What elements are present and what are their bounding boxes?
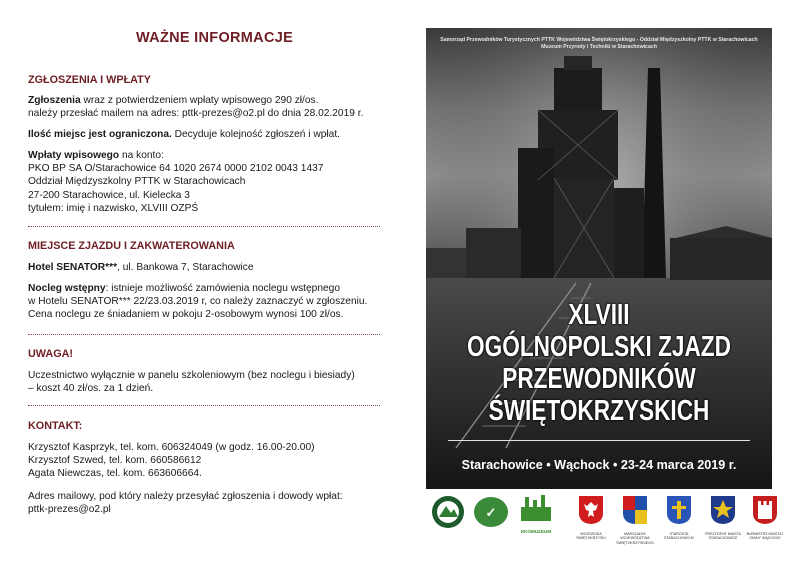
poster-place-date: Starachowice • Wąchock • 23-24 marca 2019 r. [461, 458, 737, 472]
text: Adres mailowy, pod który należy przesyłać zgłoszenia i dowody wpłat: [28, 491, 343, 502]
divider [28, 405, 380, 406]
event-poster [426, 28, 772, 489]
ekomuzeum-logo-icon [517, 495, 555, 523]
logo-voivode [570, 495, 612, 541]
text-line: w Hotelu SENATOR*** 22/23.03.2019 r, co należy zaznaczyć w zgłoszeniu. [28, 296, 368, 308]
page-title: WAŻNE INFORMACJE [136, 30, 294, 46]
email-paragraph [28, 490, 343, 516]
organizer-line: Samorząd Przewodników Turystycznych PTTK Województwa Świętokrzyskiego - Oddział Międzyszkolny PTTK w Starachowicach [440, 37, 758, 43]
poster-title-line: OGÓLNOPOLSKI ZJAZD [467, 331, 731, 363]
text: Decyduje kolejność zgłoszeń i wpłat. [171, 129, 340, 140]
logo-ekomuzeum [515, 495, 557, 534]
bold-text: Wpłaty wpisowego [28, 150, 120, 161]
logo-marshal [614, 495, 656, 545]
info-column [28, 0, 390, 566]
logo-city [702, 495, 744, 541]
organizer-line: Muzeum Przyrody i Techniki w Starachowicach [541, 44, 657, 50]
county-coat-of-arms-icon [666, 495, 692, 525]
pre-night-paragraph [28, 282, 367, 322]
divider [28, 226, 380, 227]
contact-paragraph [28, 441, 315, 481]
poster-divider [448, 440, 750, 441]
text-line: Cena noclegu ze śniadaniem w pokoju 2-osobowym wynosi 100 zł/os. [28, 309, 344, 321]
logo-starost [658, 495, 700, 541]
svg-text:✓: ✓ [485, 505, 497, 520]
section-heading-registrations: ZGŁOSZENIA I WPŁATY [28, 74, 151, 86]
bold-text: Ilość miejsc jest ograniczona. [28, 129, 172, 140]
bold-text: Hotel SENATOR*** [28, 262, 118, 273]
wachock-coat-of-arms-icon [752, 495, 778, 525]
section-heading-note: UWAGA! [28, 348, 73, 360]
poster-title-line: PRZEWODNIKÓW [502, 363, 696, 395]
contact-line: Krzysztof Szwed, tel. kom. 660586612 [28, 455, 202, 467]
text-line: Oddział Międzyszkolny PTTK w Starachowicach [28, 176, 246, 188]
section-heading-venue: MIEJSCE ZJAZDU I ZAKWATEROWANIA [28, 240, 235, 252]
text: : istnieje możliwość zamówienia noclegu wstępnego [105, 283, 340, 294]
bold-text: Zgłoszenia [28, 95, 81, 106]
text-line: – koszt 40 zł/os. za 1 dzień. [28, 383, 154, 395]
poster-title-line: XLVIII [568, 299, 630, 331]
note-paragraph [28, 369, 355, 395]
logo-caption: STAROSTA STARACHOWICKI [663, 532, 695, 541]
logo-caption: BURMISTRZ MIASTA I GMINY WĄCHOCK [746, 532, 784, 541]
contact-line: Krzysztof Kasprzyk, tel. kom. 606324049 (w godz. 16.00-20.00) [28, 442, 315, 453]
divider [28, 334, 380, 335]
organizers-text [426, 37, 772, 51]
logo-caption: PREZYDENT MIASTA STARACHOWICE [705, 532, 741, 541]
limited-places-paragraph [28, 128, 340, 141]
payment-paragraph [28, 149, 323, 215]
logo-caption: MARSZAŁEK WOJEWÓDZTWA ŚWIĘTOKRZYSKIEGO [616, 532, 654, 545]
email-address[interactable]: pttk-prezes@o2.pl [28, 504, 111, 516]
registration-paragraph [28, 94, 363, 120]
text-line: 27-200 Starachowice, ul. Kielecka 3 [28, 189, 190, 201]
section-heading-contact: KONTAKT: [28, 420, 83, 432]
eagle-emblem-icon [578, 495, 604, 525]
logo-caption: EKOMUZEUM [520, 529, 552, 534]
voivodeship-coat-of-arms-icon [622, 495, 648, 525]
poster-title-line: ŚWIĘTOKRZYSKICH [488, 395, 710, 427]
hotel-paragraph [28, 261, 254, 274]
text: , ul. Bankowa 7, Starachowice [117, 262, 254, 273]
logo-pttk-green [470, 495, 512, 534]
text-line: tytułem: imię i nazwisko, XLVIII OZPŚ [28, 202, 199, 214]
pttk-circle-logo-icon [431, 495, 465, 529]
bank-account: PKO BP SA O/Starachowice 64 1020 2674 0000 2102 0043 1437 [28, 163, 324, 175]
logo-wachock [744, 495, 786, 541]
contact-line: Agata Niewczas, tel. kom. 663606664. [28, 468, 202, 480]
pttk-green-logo-icon [473, 495, 509, 529]
bold-text: Nocleg wstępny [28, 283, 106, 294]
city-coat-of-arms-icon [710, 495, 736, 525]
text: wraz z potwierdzeniem wpłaty wpisowego 290 zł/os. [80, 95, 319, 106]
logo-pttk-circle [427, 495, 469, 534]
text-line: należy przesłać mailem na adres: pttk-prezes@o2.pl do dnia 28.02.2019 r. [28, 108, 364, 120]
logo-caption: WOJEWODA ŚWIĘTOKRZYSKI [576, 532, 606, 541]
text: Uczestnictwo wyłącznie w panelu szkoleniowym (bez noclegu i biesiady) [28, 370, 355, 381]
text: na konto: [119, 150, 164, 161]
